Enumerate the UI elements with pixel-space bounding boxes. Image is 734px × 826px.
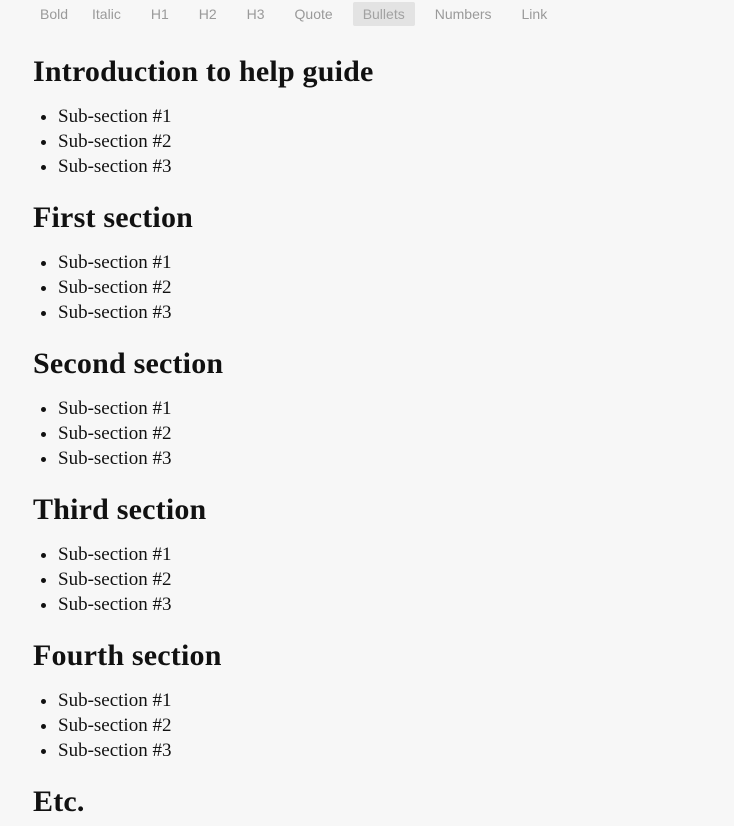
list-item: • Sub-section #3 [58,154,734,179]
h1-button[interactable]: H1 [150,6,169,22]
list-item: • Sub-section #1 [58,250,734,275]
section-heading: Introduction to help guide [33,55,374,88]
list-item: • Sub-section #3 [58,300,734,325]
h3-button[interactable]: H3 [246,6,265,22]
list-item: • Sub-section #1 [58,688,734,713]
list-item: • Sub-section #3 [58,446,734,471]
list-item: • Sub-section #3 [58,738,734,763]
list-item: • Sub-section #1 [58,396,734,421]
link-button[interactable]: Link [521,6,548,22]
bullet-list [33,688,734,763]
section-heading: First section [33,201,194,234]
section-second [33,344,734,490]
numbers-button[interactable]: Numbers [434,6,492,22]
formatting-toolbar [33,2,557,26]
document-editor[interactable] [33,52,734,822]
h2-button[interactable]: H2 [198,6,217,22]
section-third [33,490,734,636]
section-heading: Fourth section [33,639,222,672]
section-heading: Second section [33,347,224,380]
bullet-list [33,104,734,179]
bullet-list [33,396,734,471]
list-item: • Sub-section #2 [58,275,734,300]
list-item: • Sub-section #1 [58,542,734,567]
section-fourth [33,636,734,782]
section-heading: Etc. [33,785,85,818]
list-item: • Sub-section #2 [58,713,734,738]
section-first [33,198,734,344]
list-item: • Sub-section #3 [58,592,734,617]
italic-button[interactable]: Italic [92,6,121,22]
list-item: • Sub-section #1 [58,104,734,129]
list-item: • Sub-section #2 [58,421,734,446]
section-introduction [33,52,734,198]
list-item: • Sub-section #2 [58,567,734,592]
quote-button[interactable]: Quote [294,6,333,22]
bullet-list [33,250,734,325]
section-etc [33,782,734,822]
bullets-button[interactable]: Bullets [353,2,415,26]
section-heading: Third section [33,493,207,526]
bullet-list [33,542,734,617]
list-item: • Sub-section #2 [58,129,734,154]
bold-button[interactable]: Bold [40,6,69,22]
